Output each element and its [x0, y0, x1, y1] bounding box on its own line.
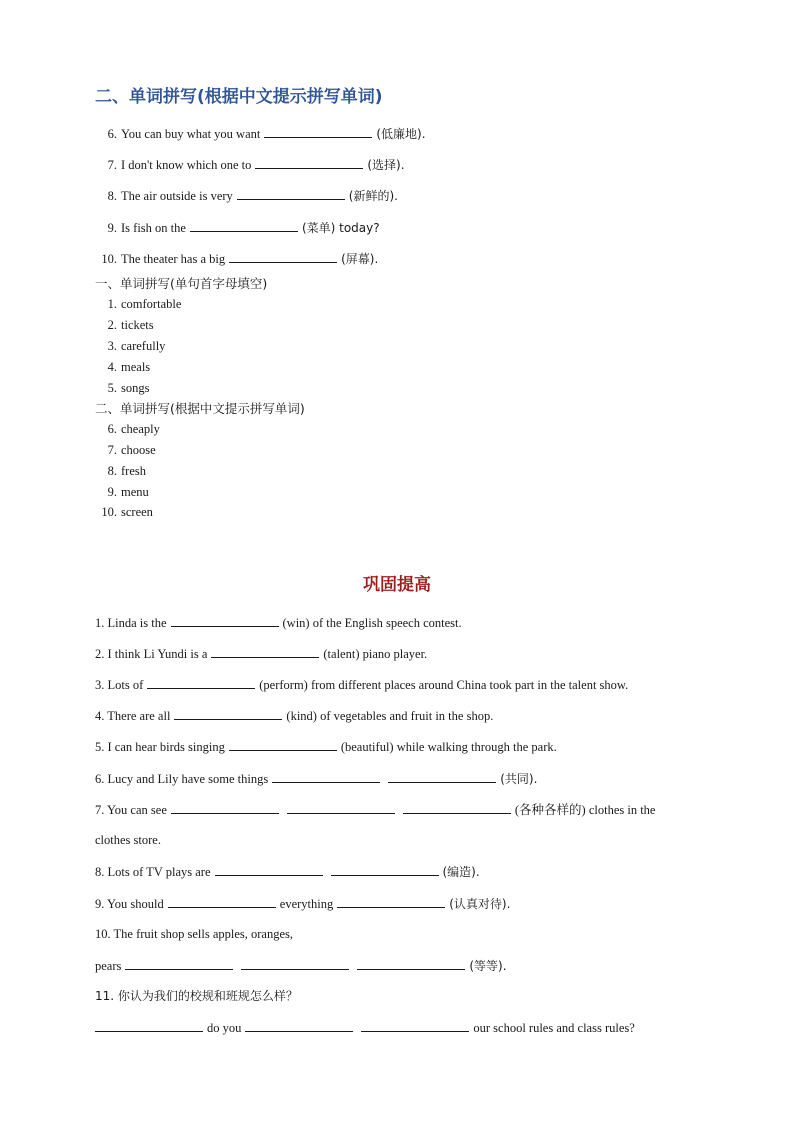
- answer-text: cheaply: [121, 422, 160, 436]
- answer-blank[interactable]: [125, 957, 233, 970]
- answer-key-part2-heading: 二、单词拼写(根据中文提示拼写单词): [95, 401, 305, 416]
- consolidate-question-3: [95, 676, 628, 693]
- answer-blank[interactable]: [171, 801, 279, 814]
- answer-blank[interactable]: [229, 738, 337, 751]
- question-hint: (各种各样的) clothes in the: [514, 803, 656, 817]
- consolidate-question-5: [95, 738, 557, 755]
- consolidate-question-11-continued: [95, 1019, 635, 1036]
- answer-number: 5.: [107, 381, 117, 395]
- question-number: 10.: [101, 252, 117, 266]
- question-text: 2. I think Li Yundi is a: [95, 647, 208, 661]
- question-7: [95, 156, 405, 173]
- question-number: 7.: [107, 158, 117, 172]
- question-hint: (kind) of vegetables and fruit in the shop.: [286, 709, 494, 723]
- question-hint: (编造).: [442, 865, 480, 879]
- question-text: 8. Lots of TV plays are: [95, 865, 211, 879]
- question-text: 3. Lots of: [95, 678, 144, 692]
- answer-item: [95, 421, 160, 437]
- consolidate-question-4: [95, 707, 493, 724]
- consolidate-question-7: [95, 801, 655, 818]
- answer-item: [95, 338, 165, 354]
- question-text: 6. Lucy and Lily have some things: [95, 772, 269, 786]
- answer-number: 6.: [107, 422, 117, 436]
- question-hint: (新鲜的).: [348, 189, 398, 203]
- question-text: 7. You can see: [95, 803, 167, 817]
- answer-number: 8.: [107, 464, 117, 478]
- question-hint: (菜单) today?: [301, 221, 380, 235]
- question-text-end: our school rules and class rules?: [473, 1021, 635, 1035]
- answer-blank[interactable]: [229, 250, 337, 263]
- question-number: 6.: [107, 127, 117, 141]
- question-hint: (perform) from different places around China took part in the talent show.: [259, 678, 629, 692]
- question-text: Is fish on the: [121, 221, 186, 235]
- answer-blank[interactable]: [95, 1019, 203, 1032]
- question-8: [95, 187, 398, 204]
- answer-item: [95, 359, 150, 375]
- answer-item: [95, 484, 149, 500]
- answer-blank[interactable]: [237, 187, 345, 200]
- question-text: pears: [95, 959, 122, 973]
- question-hint: (共同).: [500, 772, 538, 786]
- answer-number: 7.: [107, 443, 117, 457]
- answer-blank[interactable]: [245, 1019, 353, 1032]
- answer-text: screen: [121, 505, 153, 519]
- answer-blank[interactable]: [147, 676, 255, 689]
- section-heading-consolidate: 巩固提高: [363, 575, 431, 595]
- question-text: 5. I can hear birds singing: [95, 740, 225, 754]
- consolidate-question-9: [95, 895, 510, 912]
- answer-text: tickets: [121, 318, 154, 332]
- question-text: 11. 你认为我们的校规和班规怎么样？: [95, 989, 298, 1003]
- question-6: [95, 125, 426, 142]
- answer-blank[interactable]: [190, 219, 298, 232]
- answer-blank[interactable]: [255, 156, 363, 169]
- question-text-middle: everything: [279, 897, 334, 911]
- answer-item: [95, 463, 146, 479]
- answer-blank[interactable]: [211, 645, 319, 658]
- answer-blank[interactable]: [361, 1019, 469, 1032]
- answer-item: [95, 317, 154, 333]
- answer-blank[interactable]: [357, 957, 465, 970]
- question-10: [95, 250, 378, 267]
- answer-blank[interactable]: [241, 957, 349, 970]
- answer-blank[interactable]: [337, 895, 445, 908]
- answer-item: [95, 380, 149, 396]
- question-number: 8.: [107, 189, 117, 203]
- consolidate-question-6: [95, 770, 537, 787]
- answer-number: 1.: [107, 297, 117, 311]
- answer-blank[interactable]: [403, 801, 511, 814]
- answer-number: 3.: [107, 339, 117, 353]
- consolidate-question-11: [95, 988, 298, 1004]
- consolidate-question-10-continued: [95, 957, 507, 974]
- answer-item: [95, 296, 181, 312]
- answer-number: 10.: [101, 505, 117, 519]
- consolidate-question-10: 10. The fruit shop sells apples, oranges,: [95, 927, 293, 941]
- answer-text: fresh: [121, 464, 146, 478]
- answer-text: meals: [121, 360, 151, 374]
- question-hint: (win) of the English speech contest.: [282, 616, 462, 630]
- question-hint: (talent) piano player.: [323, 647, 428, 661]
- question-text: 4. There are all: [95, 709, 171, 723]
- question-number: 9.: [107, 221, 117, 235]
- answer-blank[interactable]: [264, 125, 372, 138]
- question-hint: (认真对待).: [449, 897, 511, 911]
- question-hint: (选择).: [367, 158, 405, 172]
- section-heading-spelling-chinese: 二、单词拼写(根据中文提示拼写单词): [95, 87, 383, 107]
- consolidate-question-8: [95, 863, 480, 880]
- answer-blank[interactable]: [272, 770, 380, 783]
- answer-text: songs: [121, 381, 150, 395]
- answer-item: [95, 504, 153, 520]
- answer-key-part1-heading: 一、单词拼写(单句首字母填空): [95, 276, 268, 291]
- answer-number: 4.: [107, 360, 117, 374]
- answer-number: 9.: [107, 485, 117, 499]
- answer-blank[interactable]: [174, 707, 282, 720]
- answer-text: menu: [121, 485, 149, 499]
- answer-blank[interactable]: [171, 614, 279, 627]
- question-text: The air outside is very: [121, 189, 233, 203]
- question-text: You can buy what you want: [121, 127, 261, 141]
- consolidate-question-7-continued: clothes store.: [95, 833, 161, 847]
- question-text-middle: do you: [207, 1021, 242, 1035]
- question-text: 1. Linda is the: [95, 616, 167, 630]
- question-text: I don't know which one to: [121, 158, 252, 172]
- question-9: [95, 219, 380, 236]
- answer-text: choose: [121, 443, 156, 457]
- question-text: The theater has a big: [121, 252, 226, 266]
- answer-text: carefully: [121, 339, 166, 353]
- answer-blank[interactable]: [287, 801, 395, 814]
- answer-blank[interactable]: [168, 895, 276, 908]
- answer-number: 2.: [107, 318, 117, 332]
- answer-blank[interactable]: [331, 863, 439, 876]
- answer-blank[interactable]: [215, 863, 323, 876]
- question-hint: (等等).: [469, 959, 507, 973]
- answer-blank[interactable]: [388, 770, 496, 783]
- consolidate-question-1: [95, 614, 462, 631]
- question-text: 9. You should: [95, 897, 164, 911]
- question-hint: (屏幕).: [341, 252, 379, 266]
- answer-item: [95, 442, 156, 458]
- question-hint: (低廉地).: [376, 127, 426, 141]
- answer-text: comfortable: [121, 297, 182, 311]
- consolidate-question-2: [95, 645, 427, 662]
- question-hint: (beautiful) while walking through the park.: [340, 740, 557, 754]
